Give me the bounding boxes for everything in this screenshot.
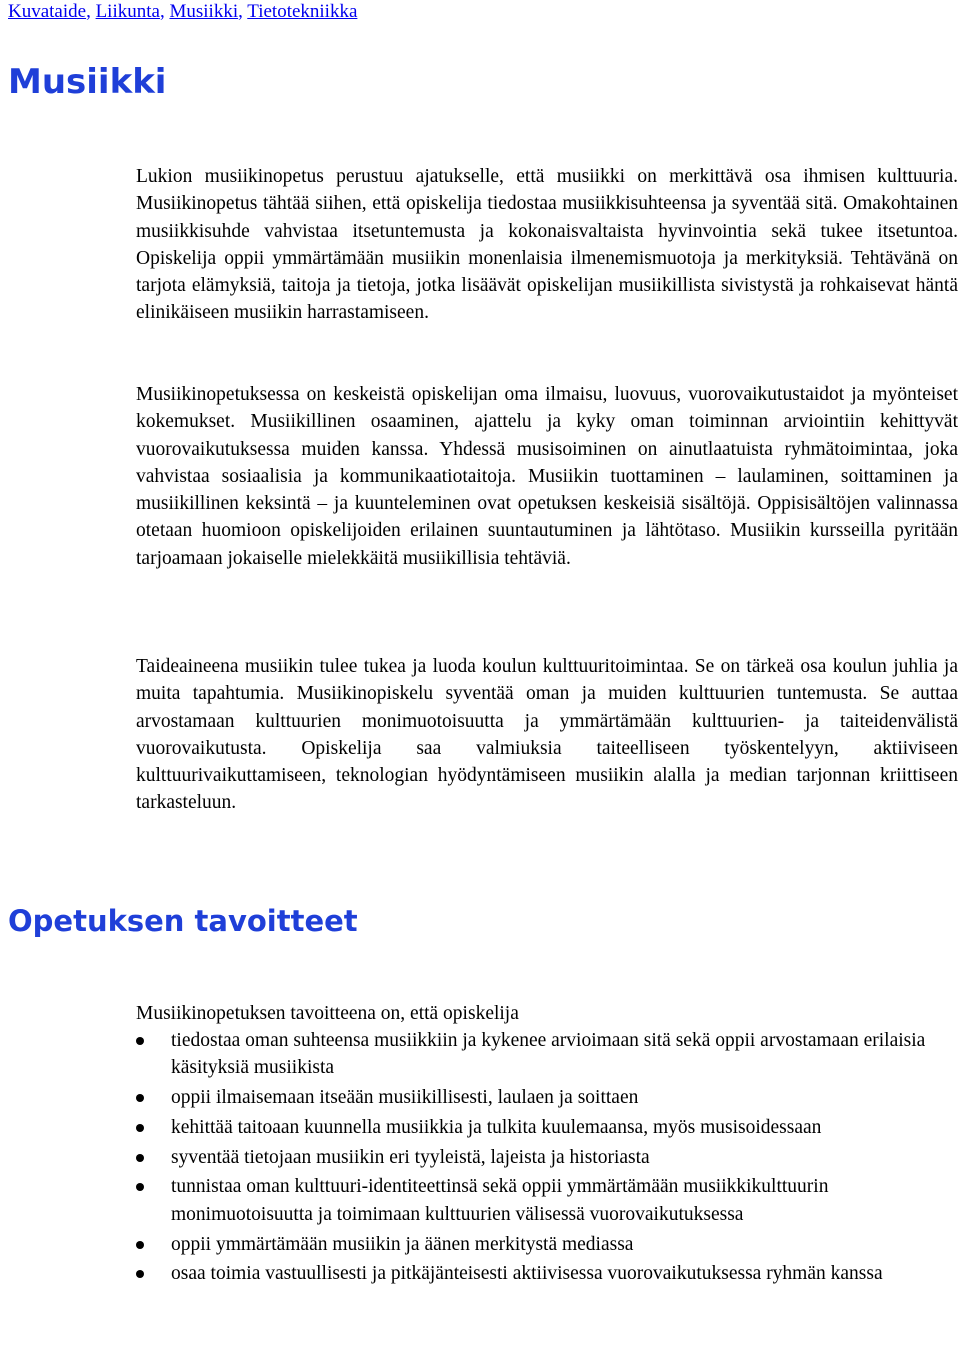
goal-item xyxy=(136,1231,958,1258)
goal-item xyxy=(136,1114,958,1141)
goal-item xyxy=(136,1144,958,1171)
goal-text: oppii ymmärtämään musiikin ja äänen merkitystä mediassa xyxy=(171,1233,634,1255)
breadcrumb-link-liikunta[interactable]: Liikunta xyxy=(95,1,160,22)
bullet-icon xyxy=(136,1270,144,1278)
paragraph-teaching: Musiikinopetuksessa on keskeistä opiskelijan oma ilmaisu, luovuus, vuorovaikutustaidot ja myönteiset kokemukset. Musiikillinen osaaminen, ajattelu ja kyky oman toiminnan arviointiin kehittyvät vuorovaikutuksessa muiden kanssa. Yhdessä musisoiminen on ainutlaatuista ryhmätoimintaa, joka vahvistaa sosiaalisia ja kommunikaatiotaitoja. Musiikin tuottaminen – laulaminen, soittaminen ja musiikillinen keksintä – ja kuunteleminen ovat opetuksen keskeisiä sisältöjä. Oppisisältöjen valinnassa otetaan huomioon opiskelijoiden erilainen suuntautuminen ja lähtötaso. Musiikin kursseilla pyritään tarjoamaan jokaiselle mielekkäitä musiikillisia tehtäviä. xyxy=(136,384,958,569)
breadcrumb-separator: , xyxy=(86,1,96,22)
goal-item xyxy=(136,1027,958,1082)
page-title: Musiikki xyxy=(8,62,167,102)
bullet-icon xyxy=(136,1124,144,1132)
goal-text: tiedostaa oman suhteensa musiikkiin ja kykenee arvioimaan sitä sekä oppii arvostamaan erilaisia käsityksiä musiikista xyxy=(171,1030,926,1079)
goal-item xyxy=(136,1260,958,1287)
goal-item xyxy=(136,1173,958,1228)
bullet-icon xyxy=(136,1094,144,1102)
goal-item xyxy=(136,1084,958,1111)
breadcrumb xyxy=(8,0,357,24)
paragraph-block-2 xyxy=(136,381,958,572)
bullet-icon xyxy=(136,1183,144,1191)
goal-text: oppii ilmaisemaan itseään musiikillisesti, laulaen ja soittaen xyxy=(171,1087,639,1109)
bullet-icon xyxy=(136,1037,144,1045)
paragraph-block-1 xyxy=(136,163,958,327)
goal-text: syventää tietojaan musiikin eri tyyleistä, lajeista ja historiasta xyxy=(171,1146,650,1168)
paragraph-block-3 xyxy=(136,653,958,817)
goals-list xyxy=(136,1027,958,1290)
goal-text: osaa toimia vastuullisesti ja pitkäjänteisesti aktiivisessa vuorovaikutuksessa ryhmän kanssa xyxy=(171,1263,883,1285)
goal-text: kehittää taitoaan kuunnella musiikkia ja tulkita kuulemaansa, myös musisoidessaan xyxy=(171,1116,822,1138)
goals-intro: Musiikinopetuksen tavoitteena on, että opiskelija xyxy=(136,1003,519,1024)
bullet-icon xyxy=(136,1241,144,1249)
paragraph-intro: Lukion musiikinopetus perustuu ajatukselle, että musiikki on merkittävä osa ihmisen kulttuuria. Musiikinopetus tähtää siihen, että opiskelija tiedostaa musiikkisuhteensa ja syventää sitä. Omakohtainen musiikkisuhde vahvistaa itsetuntemusta ja kokonaisvaltaista hyvinvointia sekä tukee itsetuntoa. Opiskelija oppii ymmärtämään musiikin monenlaisia ilmenemismuotoja ja merkityksiä. Tehtävänä on tarjota elämyksiä, taitoja ja tietoja, jotka lisäävät opiskelijan musiikillista sivistystä ja rohkaisevat häntä elinikäiseen musiikin harrastamiseen. xyxy=(136,166,958,324)
breadcrumb-link-tietotekniikka[interactable]: Tietotekniikka xyxy=(247,1,358,22)
paragraph-culture: Taideaineena musiikin tulee tukea ja luoda koulun kulttuuritoimintaa. Se on tärkeä osa koulun juhlia ja muita tapahtumia. Musiikinopiskelu syventää oman ja muiden kulttuurien tuntemusta. Se auttaa arvostamaan kulttuurien monimuotoisuutta ja ymmärtämään kulttuurien- ja taiteidenvälistä vuorovaikutusta. Opiskelija saa valmiuksia taiteelliseen työskentelyyn, aktiiviseen kulttuurivaikuttamiseen, teknologian hyödyntämiseen musiikin alalla ja median tarjonnan kriittiseen tarkasteluun. xyxy=(136,656,958,814)
goal-text: tunnistaa oman kulttuuri-identiteettinsä sekä oppii ymmärtämään musiikkikulttuurin monimuotoisuutta ja toimimaan kulttuurien välisessä vuorovaikutuksessa xyxy=(171,1176,829,1225)
bullet-icon xyxy=(136,1154,144,1162)
breadcrumb-separator: , xyxy=(159,1,170,22)
section-heading-goals: Opetuksen tavoitteet xyxy=(8,904,358,938)
breadcrumb-link-musiikki[interactable]: Musiikki xyxy=(169,1,239,22)
breadcrumb-link-kuvataide[interactable]: Kuvataide xyxy=(8,1,87,22)
breadcrumb-separator: , xyxy=(238,1,248,22)
